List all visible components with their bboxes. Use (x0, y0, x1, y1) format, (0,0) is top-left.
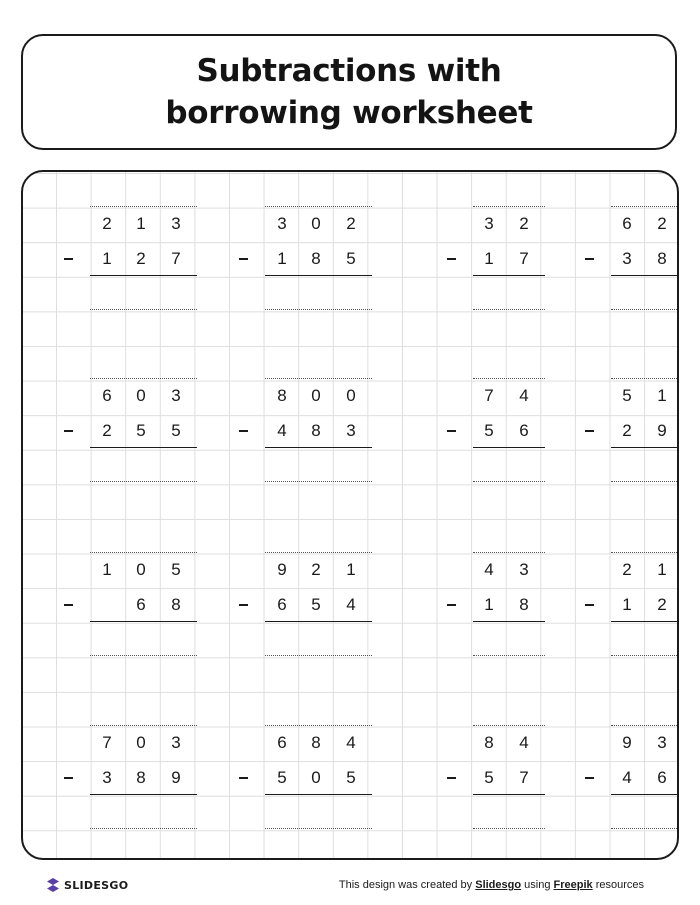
minus-sign (585, 604, 594, 606)
subtrahend-digit: 1 (622, 595, 632, 614)
minuend-digit: 0 (346, 386, 356, 405)
subtrahend-digit: 2 (622, 421, 632, 440)
answer-rule (611, 447, 679, 448)
answer-rule (473, 621, 545, 622)
answer-rule (90, 275, 197, 276)
minuend-digit: 7 (484, 386, 494, 405)
subtrahend-digit: 7 (171, 249, 181, 268)
top-dotted-line (611, 725, 679, 726)
top-dotted-line (473, 206, 545, 207)
minuend-digit: 2 (102, 214, 112, 233)
freepik-link[interactable]: Freepik (553, 879, 593, 891)
worksheet-title-line-2: borrowing worksheet (165, 95, 533, 131)
minus-sign (64, 430, 73, 432)
credit-suffix: resources (592, 879, 644, 891)
subtraction-problem (404, 378, 554, 498)
minuend-digit: 3 (277, 214, 287, 233)
minuend-digit: 1 (657, 386, 667, 405)
subtrahend-digit: 2 (102, 421, 112, 440)
subtrahend-digit: 7 (519, 768, 529, 787)
minus-sign (585, 258, 594, 260)
minuend-digit: 3 (171, 386, 181, 405)
subtraction-problem (56, 725, 206, 845)
answer-dotted-line[interactable] (473, 309, 545, 310)
subtrahend-digit: 5 (346, 768, 356, 787)
subtrahend-digit: 5 (484, 768, 494, 787)
subtraction-problem (542, 378, 679, 498)
credit-prefix: This design was created by (338, 879, 476, 891)
subtrahend-digit: 9 (171, 768, 181, 787)
subtrahend-digit: 5 (484, 421, 494, 440)
slidesgo-logo[interactable] (47, 878, 128, 892)
subtraction-problem (231, 206, 381, 326)
worksheet-grid (21, 170, 679, 860)
minus-sign (64, 604, 73, 606)
minuend-digit: 6 (622, 214, 632, 233)
subtrahend-digit: 8 (136, 768, 146, 787)
subtrahend-digit: 8 (657, 249, 667, 268)
answer-dotted-line[interactable] (90, 828, 197, 829)
subtrahend-digit: 6 (519, 421, 529, 440)
top-dotted-line (90, 552, 197, 553)
subtrahend-digit: 4 (346, 595, 356, 614)
minus-sign (585, 777, 594, 779)
subtrahend-digit: 5 (136, 421, 146, 440)
top-dotted-line (265, 725, 372, 726)
minuend-digit: 4 (519, 733, 529, 752)
minuend-digit: 6 (102, 386, 112, 405)
logo-text: SLIDESGO (64, 878, 129, 892)
minus-sign (239, 777, 248, 779)
minus-sign (64, 777, 73, 779)
answer-rule (90, 621, 197, 622)
minuend-digit: 2 (622, 560, 632, 579)
subtraction-problem (404, 725, 554, 845)
answer-dotted-line[interactable] (611, 481, 679, 482)
subtrahend-digit: 3 (102, 768, 112, 787)
minuend-digit: 2 (346, 214, 356, 233)
minus-sign (447, 258, 456, 260)
top-dotted-line (90, 206, 197, 207)
top-dotted-line (473, 552, 545, 553)
answer-dotted-line[interactable] (265, 828, 372, 829)
subtraction-problem (231, 725, 381, 845)
subtrahend-digit: 4 (277, 421, 287, 440)
minuend-digit: 9 (622, 733, 632, 752)
answer-rule (611, 621, 679, 622)
subtrahend-digit: 1 (484, 249, 494, 268)
subtrahend-digit: 8 (519, 595, 529, 614)
minuend-digit: 3 (657, 733, 667, 752)
minus-sign (239, 430, 248, 432)
subtrahend-digit: 5 (311, 595, 321, 614)
subtrahend-digit: 3 (346, 421, 356, 440)
subtraction-problem (231, 552, 381, 672)
answer-rule (90, 794, 197, 795)
minus-sign (64, 258, 73, 260)
minus-sign (447, 777, 456, 779)
answer-dotted-line[interactable] (611, 828, 679, 829)
minuend-digit: 8 (311, 733, 321, 752)
minuend-digit: 3 (484, 214, 494, 233)
answer-dotted-line[interactable] (90, 655, 197, 656)
minus-sign (447, 430, 456, 432)
subtraction-problem (56, 206, 206, 326)
top-dotted-line (90, 725, 197, 726)
subtraction-problem (542, 725, 679, 845)
answer-rule (473, 275, 545, 276)
minuend-digit: 0 (311, 214, 321, 233)
minus-sign (585, 430, 594, 432)
title-box (21, 34, 677, 150)
answer-dotted-line[interactable] (611, 309, 679, 310)
minuend-digit: 0 (136, 560, 146, 579)
answer-dotted-line[interactable] (90, 309, 197, 310)
subtrahend-digit: 1 (277, 249, 287, 268)
minus-sign (239, 258, 248, 260)
subtrahend-digit: 5 (346, 249, 356, 268)
subtrahend-digit: 1 (484, 595, 494, 614)
subtraction-problem (56, 552, 206, 672)
subtrahend-digit: 9 (657, 421, 667, 440)
answer-rule (90, 447, 197, 448)
subtrahend-digit: 2 (136, 249, 146, 268)
minuend-digit: 4 (519, 386, 529, 405)
minuend-digit: 3 (171, 733, 181, 752)
credit-middle: using (521, 879, 554, 891)
answer-rule (265, 621, 372, 622)
minus-sign (447, 604, 456, 606)
answer-rule (611, 794, 679, 795)
subtraction-problem (231, 378, 381, 498)
minuend-digit: 5 (171, 560, 181, 579)
subtraction-problem (542, 206, 679, 326)
subtrahend-digit: 6 (277, 595, 287, 614)
answer-dotted-line[interactable] (265, 309, 372, 310)
minus-sign (239, 604, 248, 606)
subtrahend-digit: 8 (311, 249, 321, 268)
answer-dotted-line[interactable] (473, 655, 545, 656)
answer-rule (265, 275, 372, 276)
subtraction-problem (404, 552, 554, 672)
minuend-digit: 5 (622, 386, 632, 405)
subtrahend-digit: 5 (277, 768, 287, 787)
answer-dotted-line[interactable] (265, 655, 372, 656)
minuend-digit: 2 (311, 560, 321, 579)
minuend-digit: 4 (484, 560, 494, 579)
top-dotted-line (265, 552, 372, 553)
minuend-digit: 8 (484, 733, 494, 752)
minuend-digit: 1 (136, 214, 146, 233)
subtrahend-digit: 0 (311, 768, 321, 787)
answer-rule (473, 447, 545, 448)
answer-rule (611, 275, 679, 276)
minuend-digit: 4 (346, 733, 356, 752)
subtrahend-digit: 1 (102, 249, 112, 268)
top-dotted-line (473, 725, 545, 726)
subtrahend-digit: 5 (171, 421, 181, 440)
top-dotted-line (611, 206, 679, 207)
subtrahend-digit: 7 (519, 249, 529, 268)
subtrahend-digit: 4 (622, 768, 632, 787)
top-dotted-line (611, 552, 679, 553)
answer-rule (265, 447, 372, 448)
minuend-digit: 2 (519, 214, 529, 233)
answer-dotted-line[interactable] (473, 828, 545, 829)
subtrahend-digit: 8 (311, 421, 321, 440)
minuend-digit: 3 (171, 214, 181, 233)
minuend-digit: 1 (346, 560, 356, 579)
top-dotted-line (265, 206, 372, 207)
answer-dotted-line[interactable] (611, 655, 679, 656)
answer-dotted-line[interactable] (90, 481, 197, 482)
top-dotted-line (611, 378, 679, 379)
minuend-digit: 0 (311, 386, 321, 405)
subtraction-problem (404, 206, 554, 326)
subtrahend-digit: 6 (657, 768, 667, 787)
credit-text (339, 879, 644, 891)
slidesgo-logo-icon (47, 878, 59, 892)
minuend-digit: 6 (277, 733, 287, 752)
slidesgo-link[interactable]: Slidesgo (475, 879, 522, 891)
subtrahend-digit: 6 (136, 595, 146, 614)
answer-rule (265, 794, 372, 795)
top-dotted-line (473, 378, 545, 379)
subtraction-problem (542, 552, 679, 672)
minuend-digit: 7 (102, 733, 112, 752)
minuend-digit: 0 (136, 386, 146, 405)
subtrahend-digit: 2 (657, 595, 667, 614)
answer-rule (473, 794, 545, 795)
minuend-digit: 9 (277, 560, 287, 579)
answer-dotted-line[interactable] (265, 481, 372, 482)
answer-dotted-line[interactable] (473, 481, 545, 482)
minuend-digit: 1 (657, 560, 667, 579)
worksheet-title-line-1: Subtractions with (196, 53, 502, 89)
minuend-digit: 2 (657, 214, 667, 233)
minuend-digit: 0 (136, 733, 146, 752)
subtraction-problem (56, 378, 206, 498)
subtrahend-digit: 3 (622, 249, 632, 268)
top-dotted-line (90, 378, 197, 379)
minuend-digit: 8 (277, 386, 287, 405)
top-dotted-line (265, 378, 372, 379)
subtrahend-digit: 8 (171, 595, 181, 614)
minuend-digit: 3 (519, 560, 529, 579)
minuend-digit: 1 (102, 560, 112, 579)
